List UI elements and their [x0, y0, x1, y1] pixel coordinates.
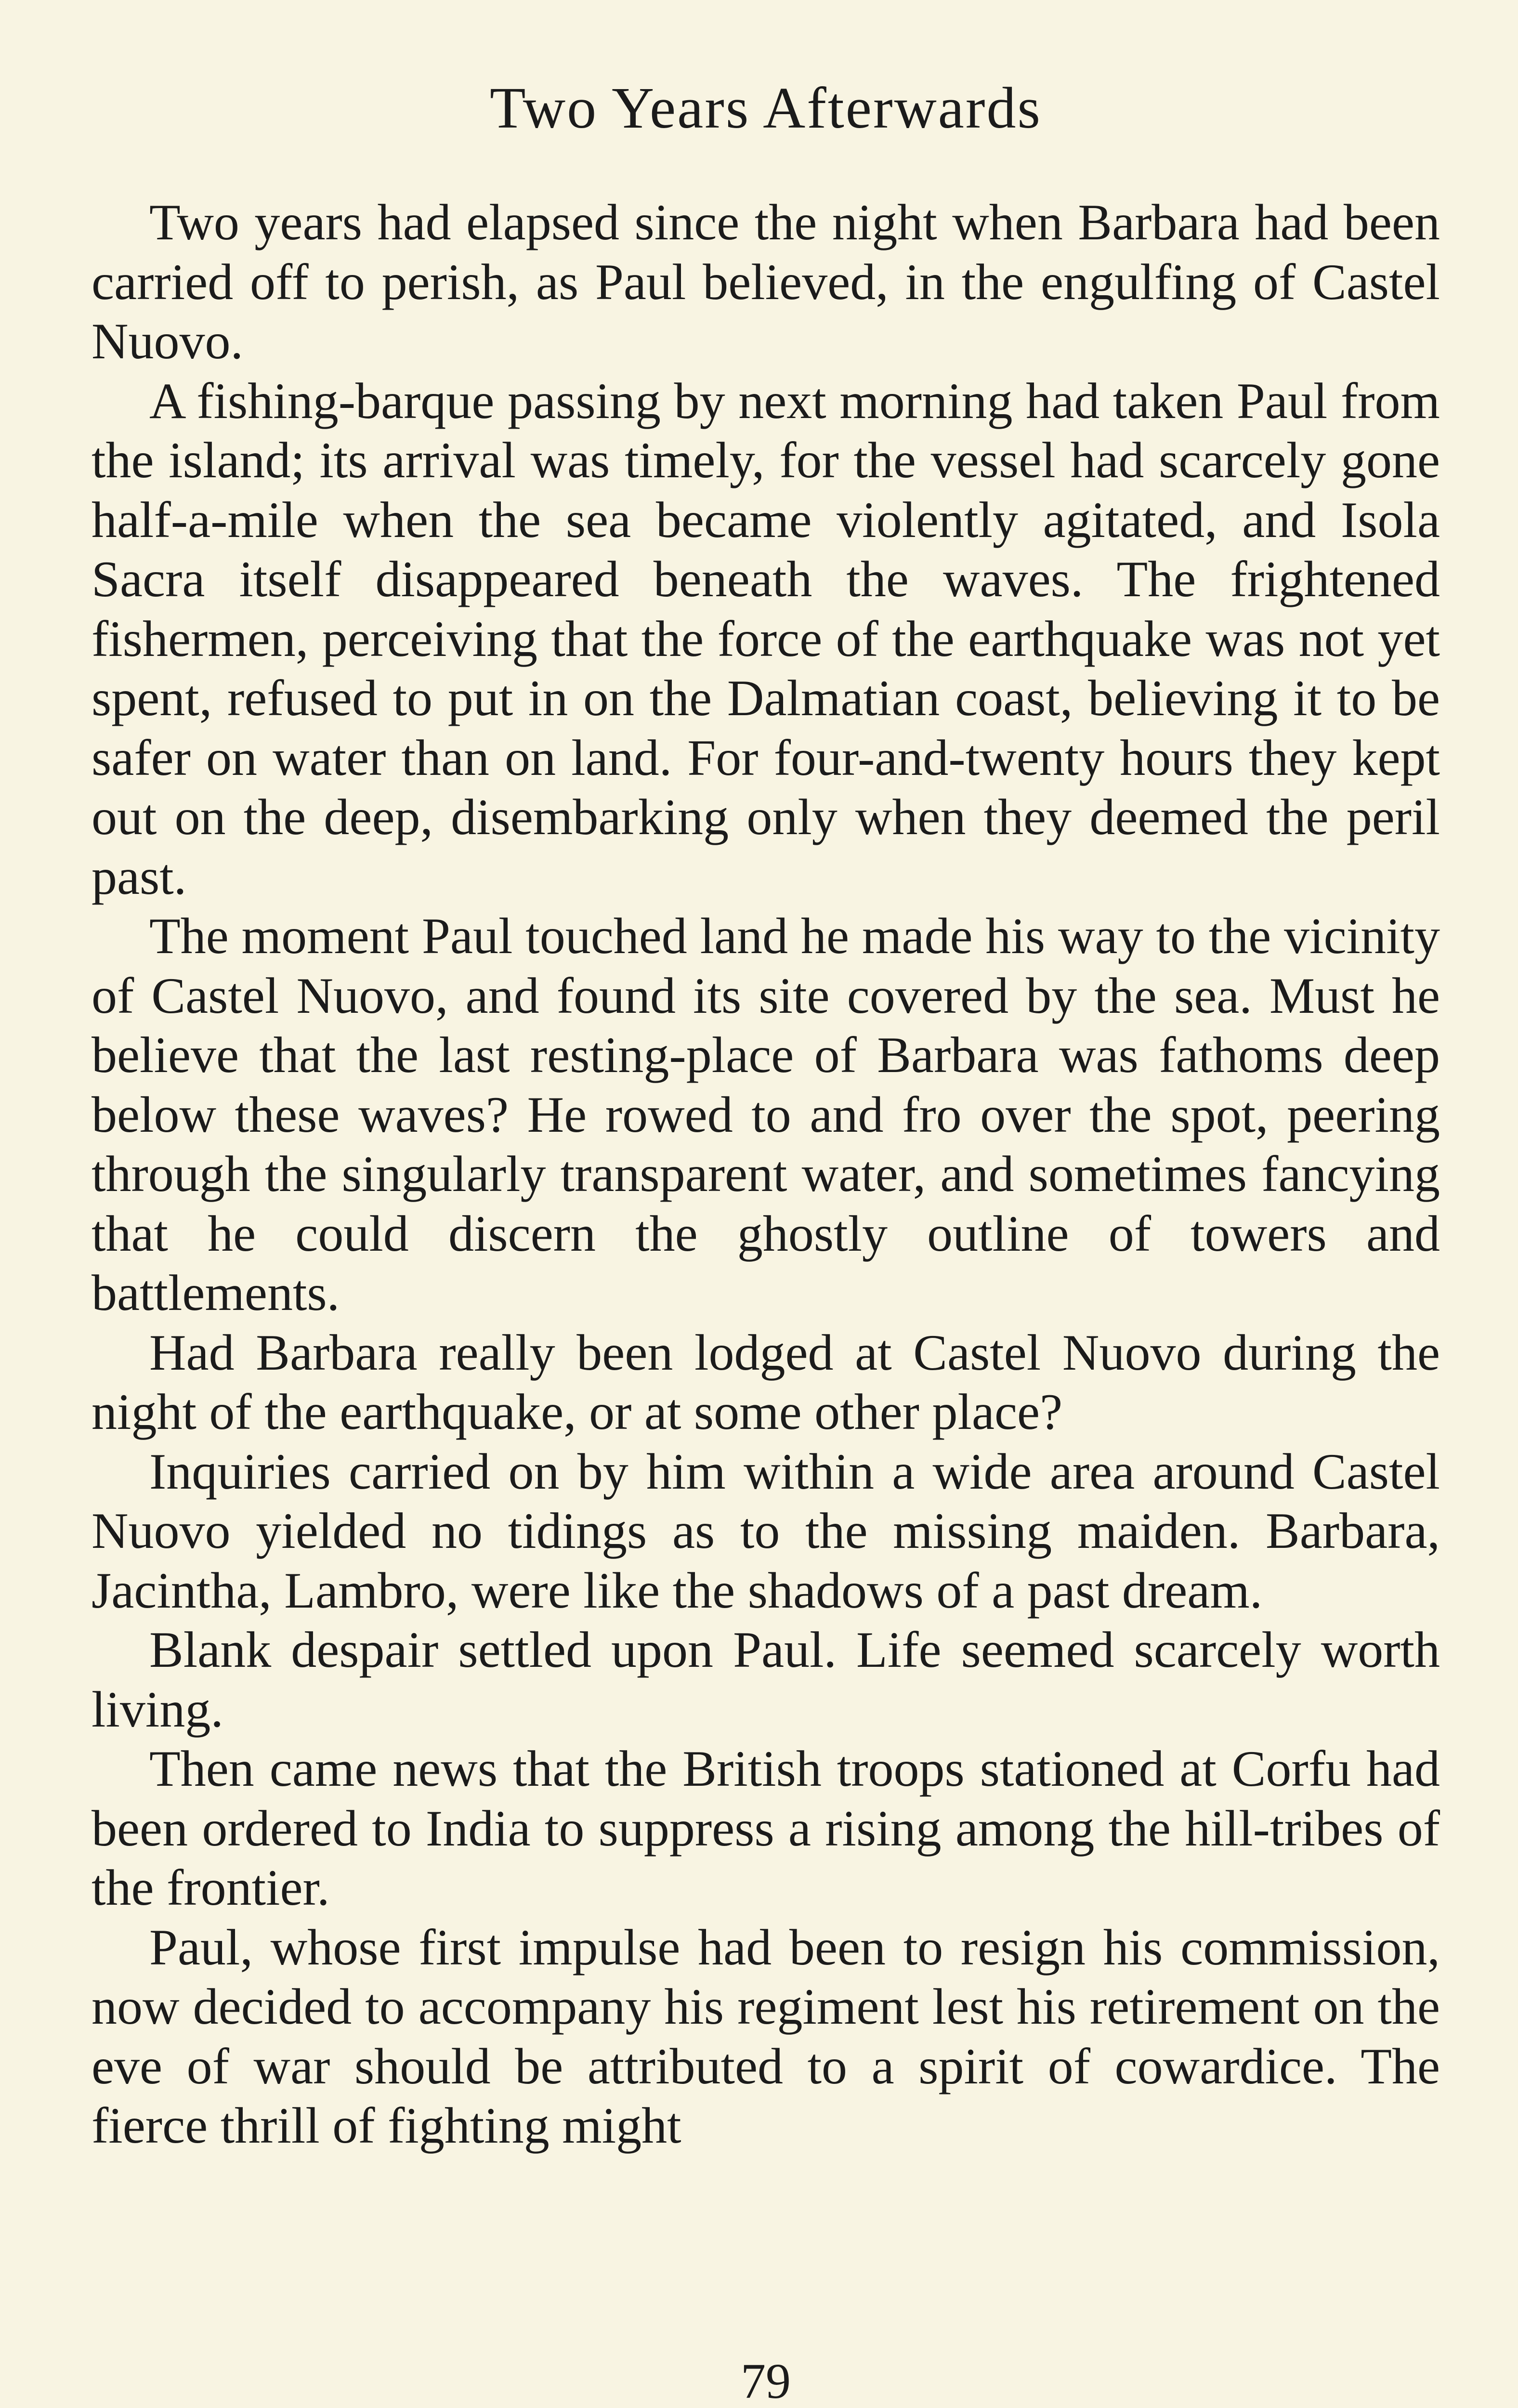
paragraph: Blank despair settled upon Paul. Life seemed scarcely worth living.	[92, 1622, 1440, 1738]
paragraph: Had Barbara really been lodged at Castel Nuovo during the night of the earthquake, or at some other place?	[92, 1324, 1440, 1440]
paragraph: A fishing-barque passing by next morning had taken Paul from the island; its arrival was timely, for the vessel had scarcely gone half-a-mile when the sea became violently agitated, and Isola Sacra itself disappeared beneath the waves. The frightened fishermen, perceiving that the force of the earthquake was not yet spent, refused to put in on the Dalmatian coast, believing it to be safer on water than on land. For four-and-twenty hours they kept out on the deep, disembarking only when they deemed the peril past.	[92, 372, 1440, 905]
paragraph: Inquiries carried on by him within a wide area around Castel Nuovo yielded no tidings as to the missing maiden. Barbara, Jacintha, Lambro, were like the shadows of a past dream.	[92, 1443, 1440, 1619]
page-number: 79	[741, 2354, 791, 2408]
chapter-body	[92, 193, 1440, 2156]
chapter-title: Two Years Afterwards	[490, 76, 1042, 141]
paragraph: Then came news that the British troops stationed at Corfu had been ordered to India to suppress a rising among the hill-tribes of the frontier.	[92, 1741, 1440, 1916]
book-page	[92, 72, 1440, 2408]
paragraph: Paul, whose first impulse had been to resign his commission, now decided to accompany his regiment lest his retirement on the eve of war should be attributed to a spirit of cowardice. The fierce thrill of fighting might	[92, 1919, 1440, 2154]
paragraph: The moment Paul touched land he made his way to the vicinity of Castel Nuovo, and found its site covered by the sea. Must he believe that the last resting-place of Barbara was fathoms deep below these waves? He rowed to and fro over the spot, peering through the singularly transparent water, and sometimes fancying that he could discern the ghostly outline of towers and battlements.	[92, 908, 1440, 1321]
paragraph: Two years had elapsed since the night when Barbara had been carried off to perish, as Paul believed, in the engulfing of Castel Nuovo.	[92, 194, 1440, 369]
